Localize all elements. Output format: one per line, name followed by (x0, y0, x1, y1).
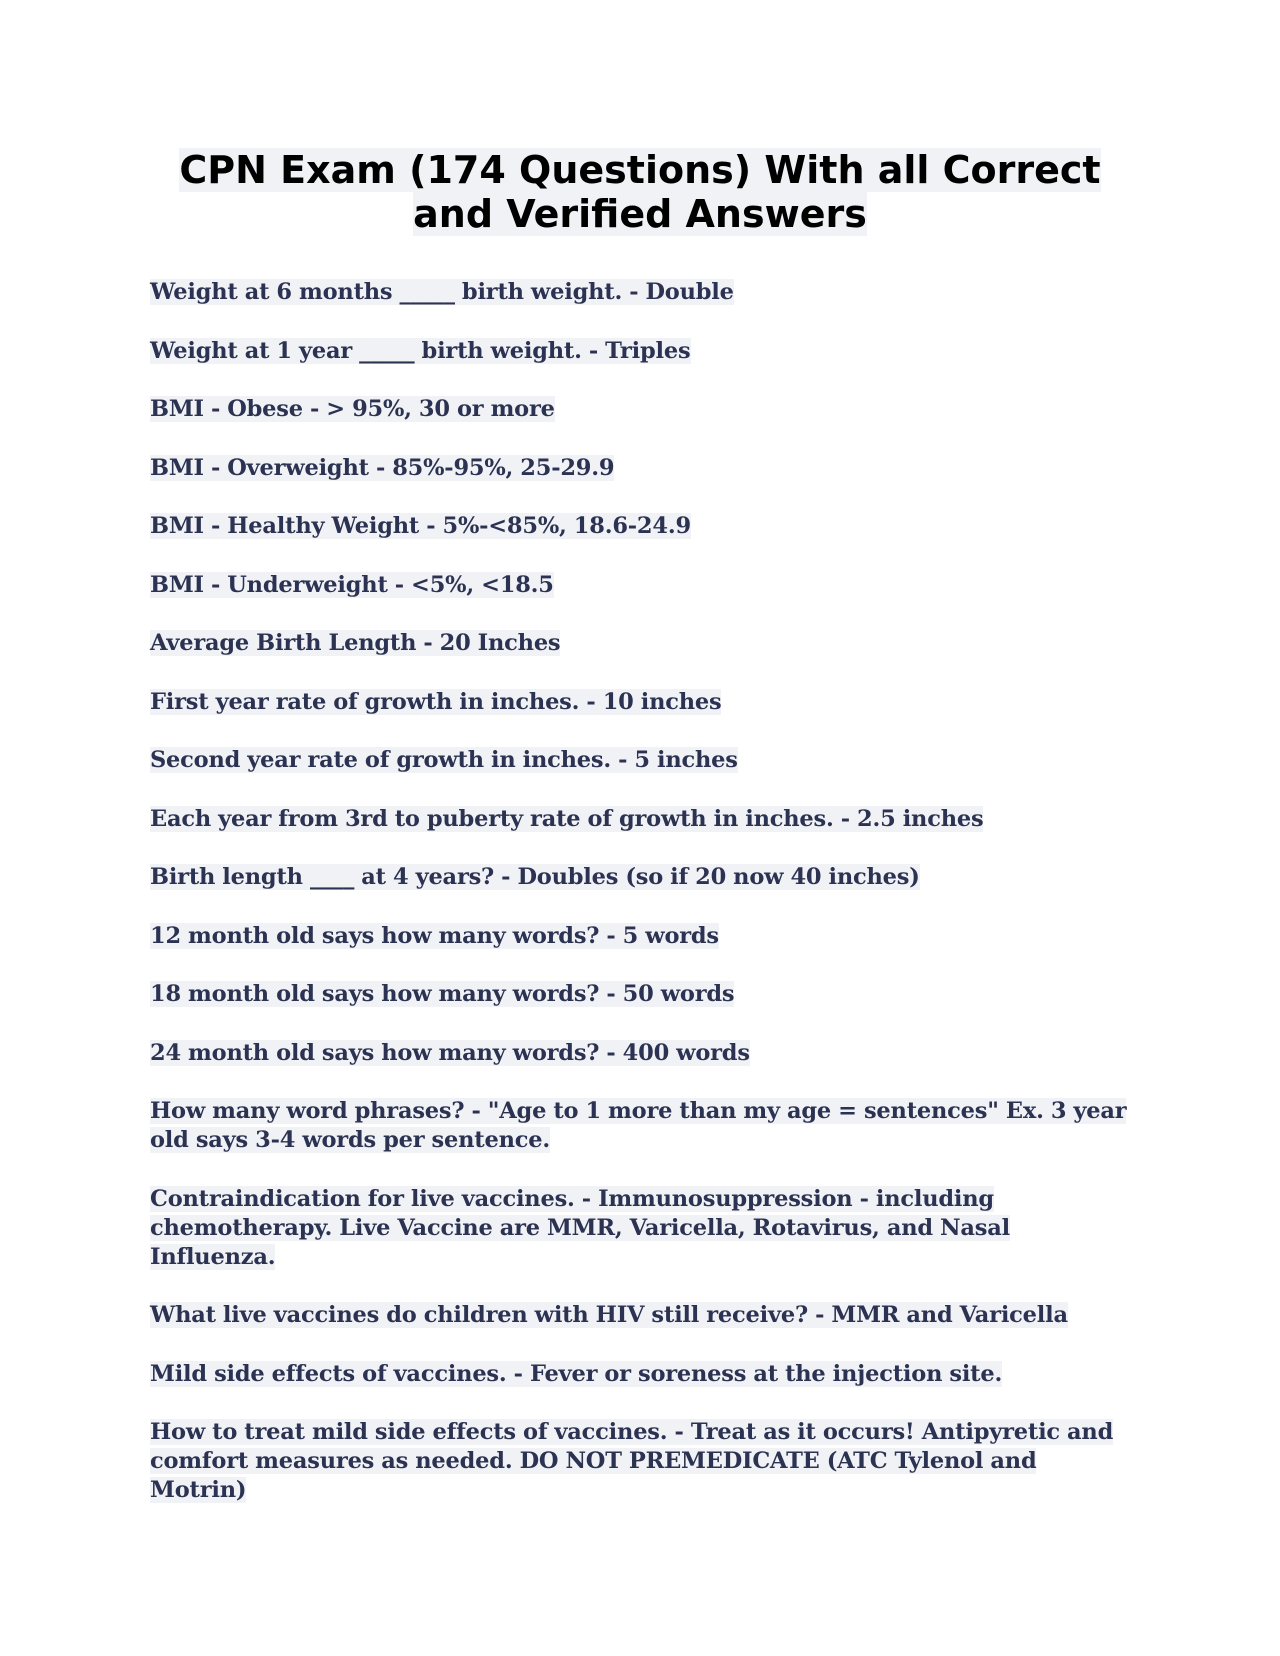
qa-item: Second year rate of growth in inches. - 5 inches (150, 747, 738, 773)
qa-item: Weight at 1 year _____ birth weight. - Triples (150, 337, 691, 364)
qa-item: Average Birth Length - 20 Inches (150, 630, 561, 656)
qa-item: BMI - Obese - > 95%, 30 or more (150, 396, 555, 422)
document-title-text: CPN Exam (174 Questions) With all Correct and Verified Answers (179, 148, 1101, 236)
qa-item: Contraindication for live vaccines. - Immunosuppression - including chemotherapy. Live Vaccine are MMR, Varicella, Rotavirus, and Nasal Influenza. (150, 1185, 1010, 1270)
qa-item: BMI - Overweight - 85%-95%, 25-29.9 (150, 454, 615, 481)
qa-list (150, 278, 1130, 1535)
qa-item: How to treat mild side effects of vaccines. - Treat as it occurs! Antipyretic and comfort measures as needed. DO NOT PREMEDICATE (ATC Tylenol and Motrin) (150, 1419, 1114, 1503)
qa-item: 24 month old says how many words? - 400 words (150, 1039, 750, 1066)
qa-item: Each year from 3rd to puberty rate of growth in inches. - 2.5 inches (150, 805, 984, 832)
qa-item: 18 month old says how many words? - 50 words (150, 981, 735, 1007)
qa-item: Mild side effects of vaccines. - Fever or soreness at the injection site. (150, 1360, 1003, 1387)
qa-item: What live vaccines do children with HIV still receive? - MMR and Varicella (150, 1302, 1068, 1328)
qa-item: BMI - Healthy Weight - 5%-<85%, 18.6-24.9 (150, 513, 691, 539)
document-title (150, 148, 1130, 236)
qa-item: 12 month old says how many words? - 5 words (150, 922, 719, 949)
qa-item: BMI - Underweight - <5%, <18.5 (150, 571, 554, 598)
qa-item: How many word phrases? - "Age to 1 more than my age = sentences" Ex. 3 year old says 3-4 words per sentence. (150, 1098, 1127, 1153)
qa-item: First year rate of growth in inches. - 10 inches (150, 688, 722, 715)
qa-item: Weight at 6 months _____ birth weight. - Double (150, 279, 734, 305)
qa-item: Birth length ____ at 4 years? - Doubles (so if 20 now 40 inches) (150, 864, 920, 890)
